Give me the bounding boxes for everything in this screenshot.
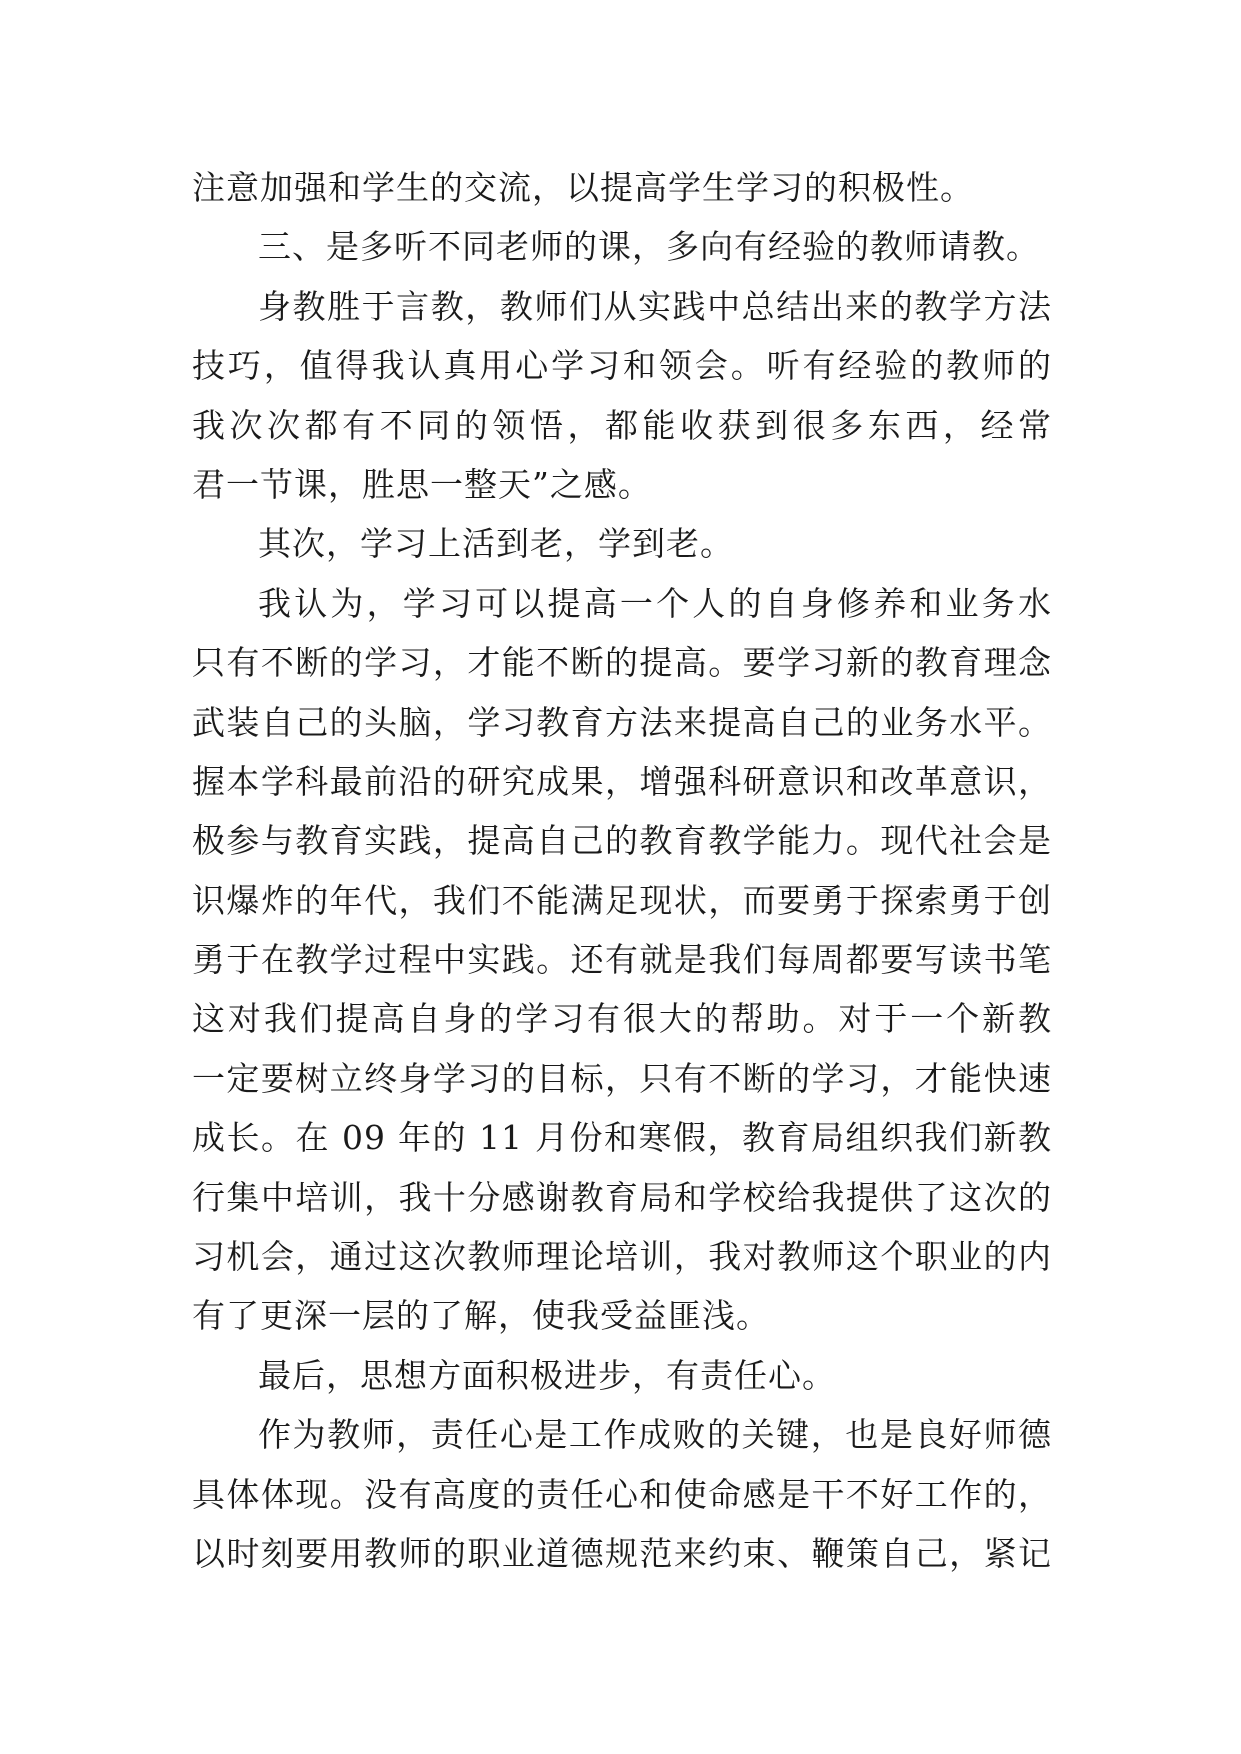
text-line: 注意加强和学生的交流，以提高学生学习的积极性。: [192, 168, 974, 207]
text-line: 具体体现。没有高度的责任心和使命感是干不好工作的，: [192, 1474, 1052, 1514]
text-line: 技巧，值得我认真用心学习和领会。听有经验的教师的: [192, 346, 1052, 386]
text-line: 这对我们提高自身的学习有很大的帮助。对于一个新教: [192, 999, 1052, 1039]
text-line: 极参与教育实践，提高自己的教育教学能力。现代社会是: [192, 821, 1052, 861]
text-line: 握本学科最前沿的研究成果，增强科研意识和改革意识，: [192, 761, 1052, 801]
text-line: 君一节课，胜思一整天”之感。: [192, 464, 652, 504]
text-line: 身教胜于言教，教师们从实践中总结出来的教学方法: [258, 286, 1052, 326]
text-line: 作为教师，责任心是工作成败的关键，也是良好师德: [258, 1415, 1052, 1455]
text-line: 有了更深一层的了解，使我受益匪浅。: [192, 1296, 770, 1336]
text-line: 一定要树立终身学习的目标，只有不断的学习，才能快速: [192, 1058, 1052, 1098]
text-line: 其次，学习上活到老，学到老。: [258, 524, 734, 564]
text-line: 勇于在教学过程中实践。还有就是我们每周都要写读书笔: [192, 940, 1052, 980]
text-line: 最后，思想方面积极进步，有责任心。: [258, 1355, 836, 1395]
text-line: 以时刻要用教师的职业道德规范来约束、鞭策自己，紧记: [192, 1533, 1052, 1573]
text-line: 我认为，学习可以提高一个人的自身修养和业务水: [258, 583, 1052, 623]
body-text: [192, 158, 1052, 1583]
text-line: 成长。在 09 年的 11 月份和寒假，教育局组织我们新教: [192, 1118, 1052, 1158]
text-line: 我次次都有不同的领悟，都能收获到很多东西，经常: [192, 405, 1052, 445]
text-line: 只有不断的学习，才能不断的提高。要学习新的教育理念: [192, 643, 1052, 683]
text-line: 识爆炸的年代，我们不能满足现状，而要勇于探索勇于创: [192, 880, 1052, 920]
text-line: 三、是多听不同老师的课，多向有经验的教师请教。: [258, 227, 1040, 267]
text-line: 习机会，通过这次教师理论培训，我对教师这个职业的内: [192, 1237, 1052, 1277]
text-line: 武装自己的头脑，学习教育方法来提高自己的业务水平。: [192, 702, 1052, 742]
text-line: 行集中培训，我十分感谢教育局和学校给我提供了这次的: [192, 1177, 1052, 1217]
